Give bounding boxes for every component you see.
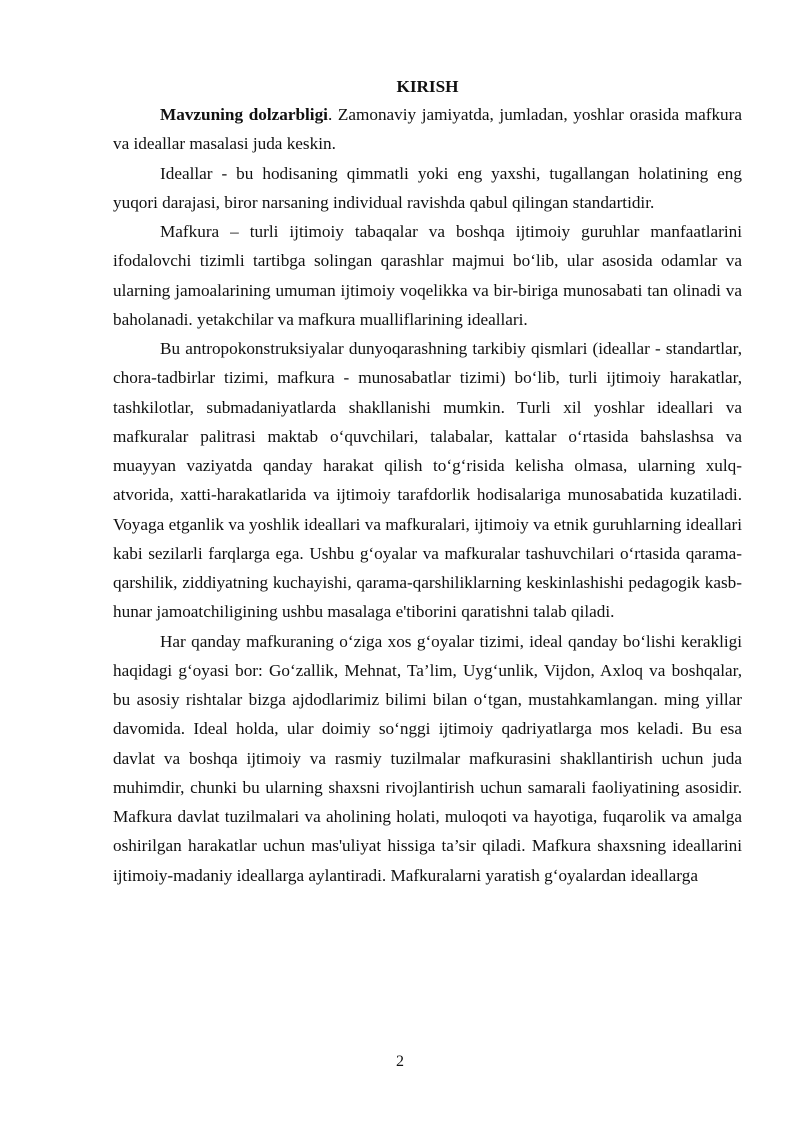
paragraph-ideology: Mafkura – turli ijtimoiy tabaqalar va boshqa ijtimoiy guruhlar manfaatlarini ifodalovchi tizimli tartibga solingan qarashlar majmui bo‘lib, ular asosida odamlar va ularning jamoalarining umuman ijtimoiy voqelikka va bir-biriga munosabati tan olinadi va baholanadi. yetakchilar va mafkura mualliflarining ideallari. (113, 222, 742, 329)
paragraph-lead-bold: Mavzuning dolzarbligi (160, 105, 328, 124)
paragraph-relevance (113, 100, 742, 159)
page-number: 2 (396, 1053, 404, 1070)
paragraph-ideals: Ideallar - bu hodisaning qimmatli yoki eng yaxshi, tugallangan holatining eng yuqori darajasi, biror narsaning individual ravishda qabul qilingan standartidir. (113, 163, 742, 212)
page-title: KIRISH (396, 77, 459, 96)
paragraph-anthropoconstructions: Bu antropokonstruksiyalar dunyoqarashning tarkibiy qismlari (ideallar - standartlar, chora-tadbirlar tizimi, mafkura - munosabatlar tizimi) bo‘lib, turli ijtimoiy harakatlar, tashkilotlar, submadaniyatlarda shakllanishi mumkin. Turli xil yoshlar ideallari va mafkuralar palitrasi maktab o‘quvchilari, talabalar, kattalar o‘rtasida bahslashsa va muayyan vaziyatda qanday harakat qilish to‘g‘risida kelisha olmasa, ularning xulq-atvorida, xatti-harakatlarida va ijtimoiy tarafdorlik hodisalariga munosabatida kuzatiladi. Voyaga etganlik va yoshlik ideallari va mafkuralari, ijtimoiy va etnik guruhlarning ideallari kabi sezilarli farqlarga ega. Ushbu g‘oyalar va mafkuralar tashuvchilari o‘rtasida qarama-qarshilik, ziddiyatning kuchayishi, qarama-qarshiliklarning keskinlashishi pedagogik kasb-hunar jamoatchiligining ushbu masalaga e'tiborini qaratishni talab qiladi. (113, 339, 742, 622)
paragraph-ideology-system: Har qanday mafkuraning o‘ziga xos g‘oyalar tizimi, ideal qanday bo‘lishi kerakligi haqidagi g‘oyasi bor: Go‘zallik, Mehnat, Ta’lim, Uyg‘unlik, Vijdon, Axloq va boshqalar, bu asosiy rishtalar bizga ajdodlarimiz bilimi bilan o‘tgan, mustahkamlangan. ming yillar davomida. Ideal holda, ular doimiy so‘nggi ijtimoiy qadriyatlarga mos keladi. Bu esa davlat va boshqa ijtimoiy va rasmiy tuzilmalar mafkurasini shakllantirish uchun juda muhimdir, chunki bu ularning shaxsni rivojlantirish uchun samarali faoliyatining asosidir. Mafkura davlat tuzilmalari va aholining holati, muloqoti va hayotiga, fuqarolik va amalga oshirilgan harakatlar uchun mas'uliyat hissiga ta’sir qiladi. Mafkura shaxsning ideallarini ijtimoiy-madaniy ideallarga aylantiradi. Mafkuralarni yaratish g‘oyalardan ideallarga (113, 631, 742, 885)
document-page (113, 73, 742, 890)
paragraph-text: . Zamonaviy jamiyatda, jumladan, yoshlar orasida mafkura va ideallar masalasi juda keskin. (113, 105, 742, 154)
